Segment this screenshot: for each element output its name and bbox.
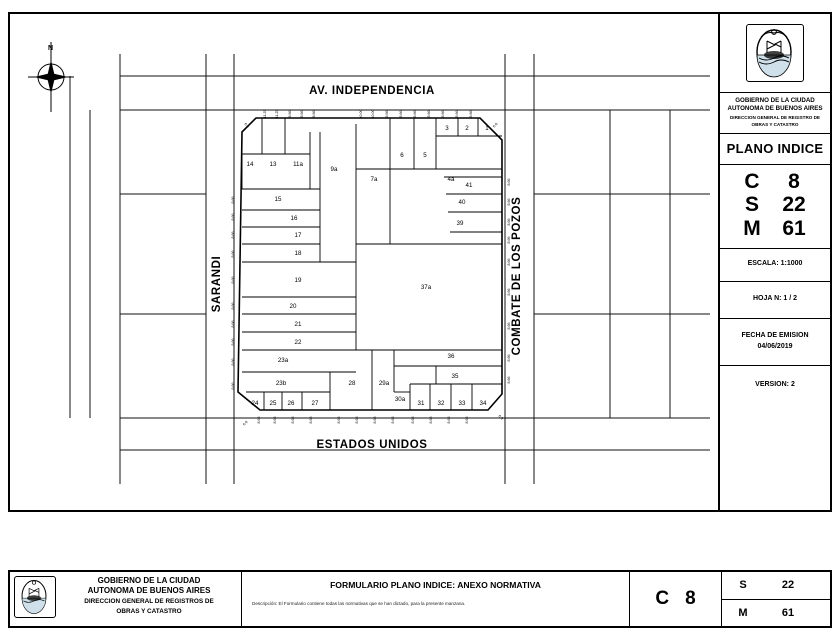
cadastral-map (10, 14, 720, 510)
svg-text:8.66: 8.66 (507, 288, 511, 296)
annex-gov-dept-line-2: OBRAS Y CATASTRO (116, 608, 182, 615)
annex-government-block (10, 572, 242, 626)
svg-text:8.66: 8.66 (231, 302, 235, 310)
svg-text:8.66: 8.66 (507, 376, 511, 384)
title-block (718, 14, 830, 510)
gov-dept-line-2: OBRAS Y CATASTRO (751, 122, 799, 128)
plan-sheet (8, 12, 832, 512)
svg-text:36: 36 (447, 353, 455, 360)
annex-form-block (242, 572, 630, 626)
svg-text:8.66: 8.66 (231, 320, 235, 328)
svg-text:11.25: 11.25 (275, 109, 279, 119)
svg-text:8.66: 8.66 (469, 110, 473, 118)
svg-text:8.66: 8.66 (288, 110, 292, 118)
svg-text:8.66: 8.66 (441, 110, 445, 118)
svg-text:6.0: 6.0 (492, 122, 499, 129)
svg-text:13: 13 (269, 161, 277, 168)
annex-manzana-row (722, 600, 830, 627)
svg-text:8.66: 8.66 (312, 110, 316, 118)
fecha-emision-field (720, 319, 830, 366)
svg-text:26: 26 (287, 400, 295, 407)
svg-text:27: 27 (311, 400, 319, 407)
svg-text:14: 14 (246, 161, 254, 168)
svg-text:30a: 30a (394, 396, 406, 403)
svg-text:29a: 29a (378, 380, 390, 387)
svg-text:35: 35 (451, 373, 459, 380)
svg-text:8.66: 8.66 (399, 110, 403, 118)
svg-text:8.66: 8.66 (507, 354, 511, 362)
annex-description: Descripción: El Formulario contiene todas las normativas que se han dictado, para la presente manzana. (252, 601, 466, 606)
svg-text:32: 32 (437, 400, 445, 407)
svg-text:23a: 23a (277, 357, 289, 364)
svg-text:16: 16 (290, 215, 298, 222)
svg-text:8.66: 8.66 (257, 416, 261, 424)
svg-text:6.0: 6.0 (497, 414, 504, 421)
svg-text:19: 19 (294, 277, 302, 284)
svg-text:8.66: 8.66 (231, 250, 235, 258)
svg-text:8.66: 8.66 (507, 178, 511, 186)
svg-text:8.66: 8.66 (427, 110, 431, 118)
svg-text:37a: 37a (420, 284, 432, 291)
svg-text:8.66: 8.66 (385, 110, 389, 118)
svg-text:8.66: 8.66 (273, 416, 277, 424)
svg-text:8.66: 8.66 (373, 416, 377, 424)
hoja-field: HOJA N: 1 / 2 (720, 282, 830, 319)
street-label-top: AV. INDEPENDENCIA (309, 85, 435, 97)
svg-text:34: 34 (479, 400, 487, 407)
annex-coat-of-arms-icon (14, 576, 56, 618)
svg-text:10.00: 10.00 (359, 109, 363, 119)
svg-text:15: 15 (274, 196, 282, 203)
street-label-bottom: ESTADOS UNIDOS (316, 439, 428, 451)
gov-line-2: AUTONOMA DE BUENOS AIRES (727, 104, 823, 112)
circunscripcion-row (720, 170, 830, 194)
svg-text:23b: 23b (275, 380, 287, 387)
svg-text:8.66: 8.66 (231, 231, 235, 239)
annex-identification-block (630, 572, 830, 626)
svg-text:8.66: 8.66 (391, 416, 395, 424)
seccion-row (720, 193, 830, 217)
svg-text:8.66: 8.66 (231, 358, 235, 366)
svg-text:8.66: 8.66 (455, 110, 459, 118)
manzana-label: M (743, 217, 761, 240)
svg-text:9a: 9a (330, 166, 338, 173)
government-heading (720, 93, 830, 134)
svg-text:1: 1 (485, 125, 489, 132)
svg-text:8.66: 8.66 (465, 416, 469, 424)
annex-manzana-value: 61 (781, 606, 795, 619)
gov-line-1: GOBIERNO DE LA CIUDAD (735, 97, 815, 104)
svg-text:31: 31 (417, 400, 425, 407)
svg-text:40: 40 (458, 199, 466, 206)
svg-text:8.66: 8.66 (507, 322, 511, 330)
annex-manzana-label: M (738, 606, 748, 619)
svg-text:3: 3 (445, 125, 449, 132)
svg-text:6.0: 6.0 (243, 122, 250, 129)
svg-text:8.66: 8.66 (300, 110, 304, 118)
circunscripcion-value: 8 (788, 169, 800, 193)
version-field: VERSION: 2 (755, 381, 795, 389)
svg-text:6.0: 6.0 (242, 420, 249, 427)
svg-text:2: 2 (465, 125, 469, 132)
svg-text:5: 5 (423, 152, 427, 159)
svg-text:10.00: 10.00 (371, 109, 375, 119)
gov-dept-line-1: DIRECCION GENERAL DE REGISTRO DE (729, 114, 820, 120)
svg-text:8.66: 8.66 (355, 416, 359, 424)
compass-rose-icon (22, 40, 80, 114)
svg-text:11a: 11a (293, 161, 303, 168)
annex-sheet (8, 570, 832, 628)
annex-gov-dept-line-1: DIRECCION GENERAL DE REGISTROS DE (84, 598, 214, 605)
svg-text:8.66: 8.66 (309, 416, 313, 424)
buenos-aires-coat-of-arms-icon (746, 24, 804, 82)
annex-title: FORMULARIO PLANO INDICE: ANEXO NORMATIVA (330, 580, 541, 590)
svg-text:6: 6 (400, 152, 404, 159)
svg-text:39: 39 (456, 220, 464, 227)
street-label-right: COMBATE DE LOS POZOS (511, 196, 523, 356)
annex-circunscripcion-value: 8 (685, 588, 696, 609)
svg-text:8.66: 8.66 (507, 198, 511, 206)
svg-text:17: 17 (294, 232, 302, 239)
svg-text:N: N (48, 45, 54, 52)
svg-text:8.66: 8.66 (231, 196, 235, 204)
manzana-value: 61 (782, 217, 806, 240)
circunscripcion-label: C (744, 169, 760, 193)
seccion-value: 22 (782, 193, 806, 217)
svg-text:18: 18 (294, 250, 302, 257)
svg-text:8.66: 8.66 (507, 218, 511, 226)
seccion-label: S (744, 193, 759, 217)
svg-text:8.66: 8.66 (231, 276, 235, 284)
annex-seccion-manzana (722, 572, 830, 626)
annex-seccion-value: 22 (781, 579, 795, 592)
svg-text:24: 24 (251, 400, 259, 407)
svg-text:8.66: 8.66 (507, 258, 511, 266)
manzana-row (720, 217, 830, 241)
annex-seccion-label: S (739, 579, 747, 592)
svg-text:8.66: 8.66 (429, 416, 433, 424)
svg-text:8.66: 8.66 (231, 338, 235, 346)
annex-circunscripcion-label: C (655, 588, 670, 609)
svg-text:28: 28 (348, 380, 356, 387)
street-label-left: SARANDI (211, 255, 223, 313)
coat-of-arms-container (720, 14, 830, 93)
svg-text:41: 41 (465, 182, 473, 189)
svg-text:8.66: 8.66 (291, 416, 295, 424)
svg-text:22: 22 (294, 339, 302, 346)
map-drawing-area (10, 14, 720, 510)
svg-text:8.66: 8.66 (507, 236, 511, 244)
svg-text:20: 20 (289, 303, 297, 310)
svg-text:33: 33 (458, 400, 466, 407)
svg-text:8.66: 8.66 (337, 416, 341, 424)
plan-title: PLANO INDICE (720, 134, 830, 165)
svg-text:7a: 7a (370, 176, 378, 183)
fecha-emision-value: 04/06/2019 (757, 342, 793, 350)
annex-circunscripcion (630, 572, 722, 626)
svg-text:8.66: 8.66 (231, 382, 235, 390)
annex-gov-line-1: GOBIERNO DE LA CIUDAD (97, 576, 201, 585)
svg-text:8.66: 8.66 (413, 110, 417, 118)
svg-text:8.66: 8.66 (231, 213, 235, 221)
svg-text:11.25: 11.25 (263, 109, 267, 119)
circunscripcion-seccion-manzana (720, 165, 830, 249)
svg-text:4a: 4a (447, 176, 455, 183)
fecha-emision-label: FECHA DE EMISION (741, 332, 809, 340)
svg-text:8.66: 8.66 (447, 416, 451, 424)
annex-gov-line-2: AUTONOMA DE BUENOS AIRES (87, 586, 211, 595)
svg-text:8.66: 8.66 (411, 416, 415, 424)
svg-text:21: 21 (294, 321, 302, 328)
escala-field: ESCALA: 1:1000 (720, 249, 830, 282)
annex-seccion-row (722, 572, 830, 600)
annex-government-heading (61, 576, 237, 616)
svg-text:25: 25 (269, 400, 277, 407)
